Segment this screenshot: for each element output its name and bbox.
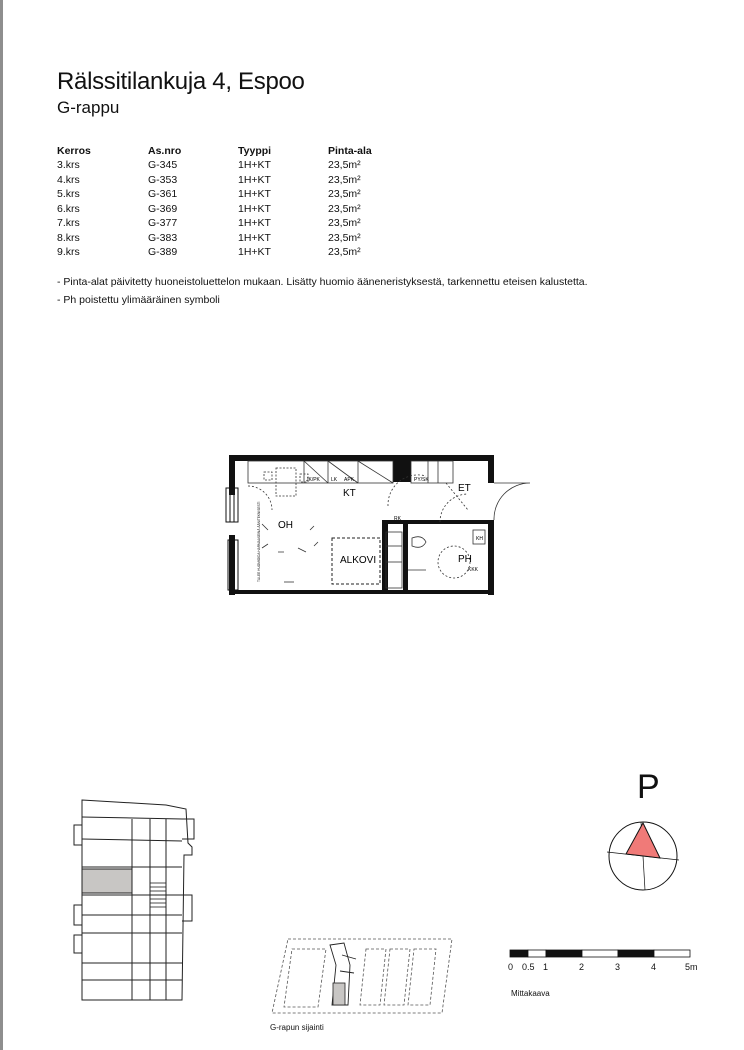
table-header-row <box>57 144 408 158</box>
cell-area: 23,5m² <box>328 217 361 230</box>
cell-apartment: G-377 <box>148 217 178 230</box>
scale-tick: 0 <box>508 962 514 972</box>
cell-floor: 6.krs <box>57 202 80 215</box>
table-row <box>57 173 408 188</box>
cell-apartment: G-383 <box>148 231 178 244</box>
label-rk: RK <box>394 516 401 522</box>
cell-type: 1H+KT <box>238 173 271 186</box>
header-floor: Kerros <box>57 145 91 157</box>
scale-tick: 2 <box>579 962 585 972</box>
building-key-plan <box>66 795 206 1005</box>
cell-area: 23,5m² <box>328 202 361 215</box>
scale-caption: Mittakaava <box>511 989 550 998</box>
page-title: Rälssitilankuja 4, Espoo <box>57 68 305 95</box>
label-kh: KH <box>476 536 483 542</box>
room-label-kitchen: KT <box>343 488 356 499</box>
room-label-bathroom: PH <box>458 554 472 565</box>
label-apk: APK <box>344 477 355 483</box>
table-row <box>57 216 408 231</box>
room-label-entry: ET <box>458 483 471 494</box>
room-label-living: OH <box>278 520 293 531</box>
wardrobe <box>386 532 402 588</box>
cell-floor: 5.krs <box>57 188 80 201</box>
scale-tick: 0.5 <box>522 962 535 972</box>
cell-floor: 4.krs <box>57 173 80 186</box>
cell-area: 23,5m² <box>328 231 361 244</box>
site-highlight <box>333 983 345 1005</box>
table-row <box>57 187 408 202</box>
label-jkpk: JK/PK <box>306 477 320 483</box>
cell-floor: 8.krs <box>57 231 80 244</box>
cell-type: 1H+KT <box>238 188 271 201</box>
dining-set <box>264 468 308 496</box>
cell-apartment: G-361 <box>148 188 178 201</box>
cell-apartment: G-353 <box>148 173 178 186</box>
page-subtitle: G-rappu <box>57 98 120 117</box>
cell-floor: 3.krs <box>57 159 80 172</box>
scale-tick: 1 <box>543 962 549 972</box>
floor-plan <box>218 450 548 600</box>
site-plan <box>270 935 460 1020</box>
note-line: - Pinta-alat päivitetty huoneistoluettelon mukaan. Lisätty huomio ääneneristyksestä, tarkennettu eteisen kalustetta. <box>57 276 588 288</box>
table-row <box>57 202 408 217</box>
cell-type: 1H+KT <box>238 231 271 244</box>
cell-type: 1H+KT <box>238 217 271 230</box>
table-row <box>57 231 408 246</box>
cell-apartment: G-369 <box>148 202 178 215</box>
cell-area: 23,5m² <box>328 173 361 186</box>
notes <box>57 273 588 309</box>
scale-tick: 4 <box>651 962 657 972</box>
entry-door <box>248 475 530 522</box>
apartment-table <box>57 144 408 260</box>
table-row <box>57 158 408 173</box>
cell-type: 1H+KT <box>238 202 271 215</box>
cell-type: 1H+KT <box>238 159 271 172</box>
page-edge <box>0 0 3 1050</box>
header-apartment: As.nro <box>148 145 182 157</box>
cell-area: 23,5m² <box>328 246 361 259</box>
scale-tick: 3 <box>615 962 621 972</box>
header-type: Tyyppi <box>238 145 272 157</box>
scale-tick: 5m <box>685 962 698 972</box>
cell-apartment: G-389 <box>148 246 178 259</box>
site-plan-caption: G-rapun sijainti <box>270 1023 324 1032</box>
scale-bar <box>505 945 705 975</box>
header-area: Pinta-ala <box>328 145 372 157</box>
label-lk: LK <box>331 477 338 483</box>
living-furniture <box>262 524 318 582</box>
cell-floor: 9.krs <box>57 246 80 259</box>
north-arrow-icon <box>626 823 660 858</box>
cell-apartment: G-345 <box>148 159 178 172</box>
cell-floor: 7.krs <box>57 217 80 230</box>
cell-area: 23,5m² <box>328 159 361 172</box>
table-row <box>57 245 408 260</box>
room-label-alcove: ALKOVI <box>340 555 377 566</box>
label-kkk: KKK <box>468 567 479 573</box>
wall-note: TULEE HUOMIOIDA HARMAASEINÄ ÄÄNITEKNISESTI <box>257 501 261 582</box>
outer-walls <box>229 455 494 595</box>
compass <box>605 818 685 898</box>
cell-type: 1H+KT <box>238 246 271 259</box>
note-line: - Ph poistettu ylimääräinen symboli <box>57 294 220 306</box>
highlighted-apartment <box>82 869 132 893</box>
north-label: P <box>637 768 660 806</box>
label-pysk: PY/SK <box>414 477 429 483</box>
cell-area: 23,5m² <box>328 188 361 201</box>
